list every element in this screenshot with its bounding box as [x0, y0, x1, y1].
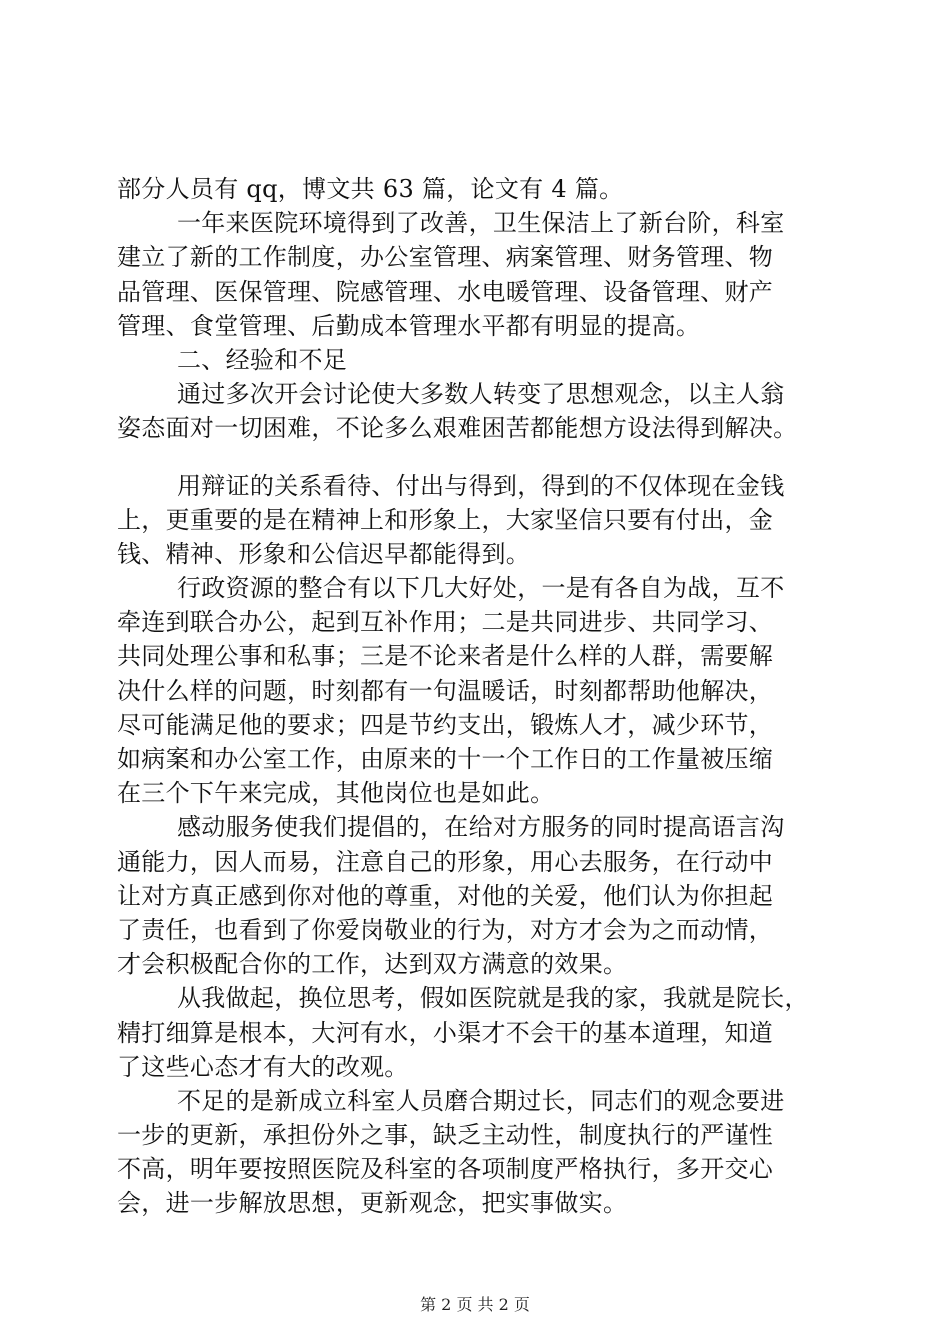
text-line: 一步的更新，承担份外之事，缺乏主动性，制度执行的严谨性	[117, 1121, 774, 1150]
text-line: 牵连到联合办公，起到互补作用；二是共同进步、共同学习、	[117, 608, 774, 637]
text-line: 了责任，也看到了你爱岗敬业的行为，对方才会为之而动情，	[117, 915, 774, 944]
text-line: 品管理、医保管理、院感管理、水电暖管理、设备管理、财产	[117, 277, 774, 306]
text-line: 用辩证的关系看待、付出与得到，得到的不仅体现在金钱	[177, 471, 785, 500]
text-line: 管理、食堂管理、后勤成本管理水平都有明显的提高。	[117, 311, 701, 340]
text-line: 如病案和办公室工作，由原来的十一个工作日的工作量被压缩	[117, 745, 774, 773]
text-line: 一年来医院环境得到了改善，卫生保洁上了新台阶，科室	[177, 209, 785, 238]
section-heading: 二、经验和不足	[177, 345, 348, 374]
text-line: 钱、精神、形象和公信迟早都能得到。	[117, 539, 531, 568]
text-line: 让对方真正感到你对他的尊重，对他的关爱，他们认为你担起	[117, 881, 774, 910]
text-line: 会，进一步解放思想，更新观念，把实事做实。	[117, 1189, 628, 1218]
text-line: 决什么样的问题，时刻都有一句温暖话，时刻都帮助他解决，	[117, 676, 774, 705]
text-line: 部分人员有 qq，博文共 63 篇，论文有 4 篇。	[117, 175, 624, 203]
text-line: 不高，明年要按照医院及科室的各项制度严格执行，多开交心	[117, 1155, 774, 1184]
document-body	[117, 172, 833, 1221]
text-line: 从我做起，换位思考，假如医院就是我的家，我就是院长，	[177, 984, 809, 1013]
text-line: 在三个下午来完成，其他岗位也是如此。	[117, 779, 555, 808]
text-line: 不足的是新成立科室人员磨合期过长，同志们的观念要进	[177, 1086, 785, 1115]
text-line: 共同处理公事和私事；三是不论来者是什么样的人群，需要解	[117, 642, 774, 671]
page-number-footer: 第 2 页 共 2 页	[420, 1295, 530, 1314]
text-line: 上，更重要的是在精神上和形象上，大家坚信只要有付出，金	[117, 505, 774, 534]
text-line: 姿态面对一切困难，不论多么艰难困苦都能想方设法得到解决。	[117, 414, 798, 443]
text-line: 尽可能满足他的要求；四是节约支出，锻炼人才，减少环节，	[117, 710, 774, 739]
paragraph-gap	[117, 446, 833, 469]
text-line: 感动服务使我们提倡的，在给对方服务的同时提高语言沟	[177, 813, 785, 842]
text-line: 通过多次开会讨论使大多数人转变了思想观念，以主人翁	[177, 380, 785, 409]
text-line: 建立了新的工作制度，办公室管理、病案管理、财务管理、物	[117, 243, 774, 272]
text-line: 精打细算是根本，大河有水，小渠才不会干的基本道理，知道	[117, 1018, 774, 1047]
text-line: 才会积极配合你的工作，达到双方满意的效果。	[117, 950, 628, 979]
text-line: 行政资源的整合有以下几大好处，一是有各自为战，互不	[177, 574, 785, 603]
text-line: 了这些心态才有大的改观。	[117, 1052, 409, 1081]
text-line: 通能力，因人而易，注意自己的形象，用心去服务，在行动中	[117, 847, 774, 876]
